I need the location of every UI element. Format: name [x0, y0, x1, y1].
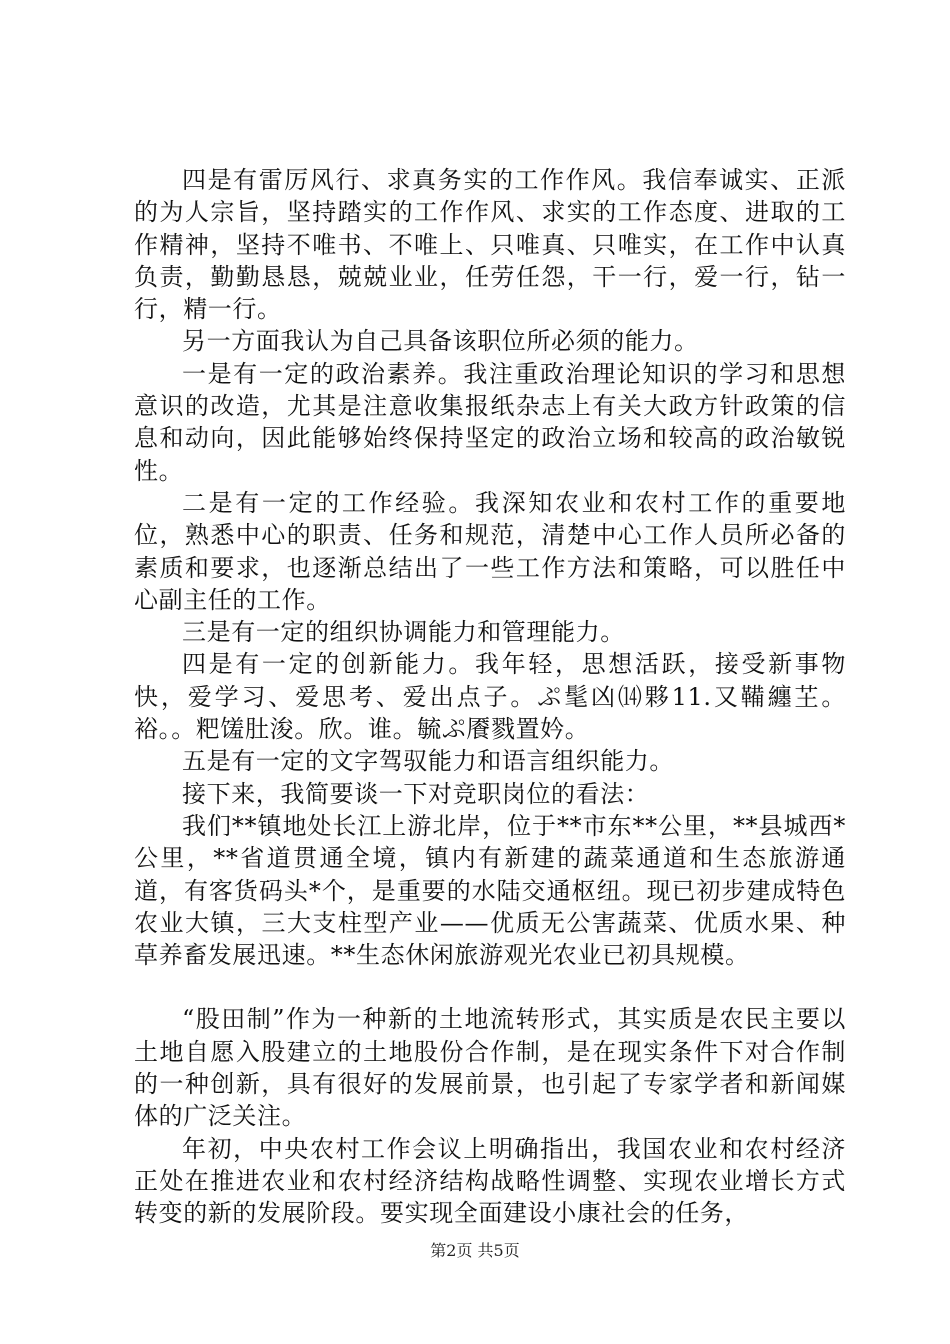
paragraph: 我们**镇地处长江上游北岸，位于**市东**公里，**县城西*公里，**省道贯通全境，镇内有新建的蔬菜通道和生态旅游通道，有客货码头*个，是重要的水陆交通枢纽。现已初步建成特色农业大镇，三大支柱型产业——优质无公害蔬菜、优质水果、种草养畜发展迅速。**生态休闲旅游观光农业已初具规模。 — [134, 811, 846, 970]
paragraph: 一是有一定的政治素养。我注重政治理论知识的学习和思想意识的改造，尤其是注意收集报纸杂志上有关大政方针政策的信息和动向，因此能够始终保持坚定的政治立场和较高的政治敏锐性。 — [134, 359, 846, 485]
paragraph: 接下来，我简要谈一下对竞职岗位的看法： — [182, 779, 650, 808]
paragraph: 五是有一定的文字驾驭能力和语言组织能力。 — [182, 747, 674, 776]
paragraph: “股田制”作为一种新的土地流转形式，其实质是农民主要以土地自愿入股建立的土地股份合作制，是在现实条件下对合作制的一种创新，具有很好的发展前景，也引起了专家学者和新闻媒体的广泛关注。 — [134, 1005, 846, 1131]
paragraph: 四是有雷厉风行、求真务实的工作作风。我信奉诚实、正派的为人宗旨，坚持踏实的工作作风、求实的工作态度、进取的工作精神，坚持不唯书、不唯上、只唯真、只唯实，在工作中认真负责，勤勤恳恳，兢兢业业，任劳任怨，干一行，爱一行，钻一行，精一行。 — [134, 166, 846, 324]
page-footer: 第2页 共5页 — [430, 1241, 520, 1260]
document-body — [134, 164, 846, 1230]
paragraph: 三是有一定的组织协调能力和管理能力。 — [182, 618, 625, 647]
paragraph: 另一方面我认为自己具备该职位所必须的能力。 — [182, 327, 699, 356]
paragraph: 二是有一定的工作经验。我深知农业和农村工作的重要地位，熟悉中心的职责、任务和规范，清楚中心工作人员所必备的素质和要求，也逐渐总结出了一些工作方法和策略，可以胜任中心副主任的工作。 — [134, 488, 846, 614]
paragraph: 年初，中央农村工作会议上明确指出，我国农业和农村经济正处在推进农业和农村经济结构战略性调整、实现农业增长方式转变的新的发展阶段。要实现全面建设小康社会的任务， — [134, 1134, 846, 1228]
paragraph-gap — [134, 971, 846, 1003]
paragraph: 四是有一定的创新能力。我年轻，思想活跃，接受新事物快，爱学习、爱思考、爱出点子。ぷ髦凶⒁夥11.又鞴纏芏。裕。。粑馐肚浚。欣。谁。毓ぷ餍戮置妗。 — [134, 650, 846, 744]
